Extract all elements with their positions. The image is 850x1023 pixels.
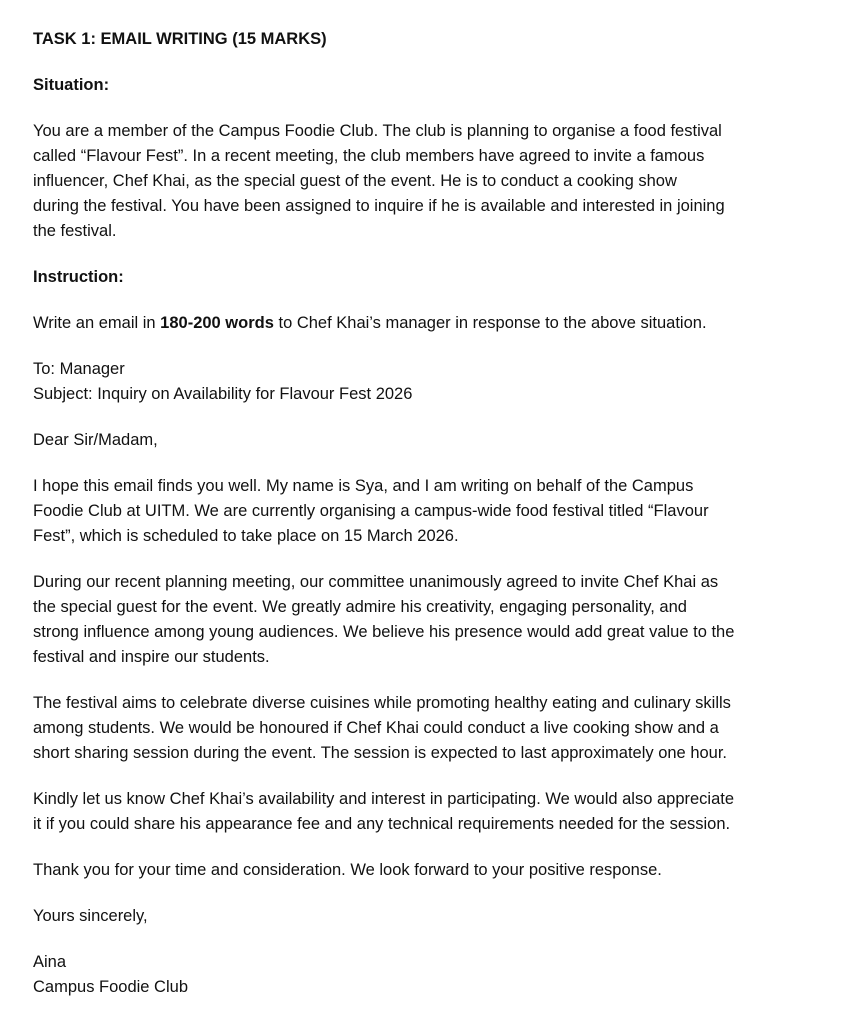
email-to: To: Manager xyxy=(33,360,125,378)
situation-paragraph xyxy=(33,119,840,244)
email-paragraph xyxy=(33,787,840,837)
text-line: During our recent planning meeting, our committee unanimously agreed to invite Chef Khai as xyxy=(33,573,719,591)
text-line: I hope this email finds you well. My name is Sya, and I am writing on behalf of the Campus xyxy=(33,477,694,495)
email-subject: Subject: Inquiry on Availability for Flavour Fest 2026 xyxy=(33,385,413,403)
signature-name: Aina xyxy=(33,953,67,971)
instruction-before: Write an email in xyxy=(33,314,161,332)
document xyxy=(33,27,840,1021)
text-line: it if you could share his appearance fee and any technical requirements needed for the session. xyxy=(33,815,731,833)
text-line: strong influence among young audiences. We believe his presence would add great value to the xyxy=(33,623,735,641)
text-line: short sharing session during the event. The session is expected to last approximately one hour. xyxy=(33,744,728,762)
instruction-heading: Instruction: xyxy=(33,268,124,286)
word-count: 180-200 words xyxy=(160,314,274,332)
text-line: among students. We would be honoured if Chef Khai could conduct a live cooking show and a xyxy=(33,719,719,737)
text-line: The festival aims to celebrate diverse cuisines while promoting healthy eating and culinary skills xyxy=(33,694,731,712)
situation-heading: Situation: xyxy=(33,76,110,94)
text-line: Foodie Club at UITM. We are currently organising a campus-wide food festival titled “Flavour xyxy=(33,502,709,520)
email-paragraph xyxy=(33,474,840,549)
email-signature xyxy=(33,950,840,1000)
text-line: Fest”, which is scheduled to take place on 15 March 2026. xyxy=(33,527,459,545)
text-line: You are a member of the Campus Foodie Club. The club is planning to organise a food festival xyxy=(33,122,722,140)
text-line: Kindly let us know Chef Khai’s availability and interest in participating. We would also appreciate xyxy=(33,790,735,808)
instruction-text xyxy=(33,311,840,336)
signature-org: Campus Foodie Club xyxy=(33,978,188,996)
text-line: Thank you for your time and consideration. We look forward to your positive response. xyxy=(33,861,662,879)
email-paragraph xyxy=(33,858,840,883)
email-closing: Yours sincerely, xyxy=(33,907,148,925)
instruction-after: to Chef Khai’s manager in response to the above situation. xyxy=(273,314,707,332)
text-line: called “Flavour Fest”. In a recent meeting, the club members have agreed to invite a famous xyxy=(33,147,705,165)
text-line: influencer, Chef Khai, as the special guest of the event. He is to conduct a cooking show xyxy=(33,172,677,190)
email-paragraph xyxy=(33,691,840,766)
text-line: festival and inspire our students. xyxy=(33,648,270,666)
text-line: the special guest for the event. We greatly admire his creativity, engaging personality, and xyxy=(33,598,687,616)
text-line: during the festival. You have been assigned to inquire if he is available and interested in joining xyxy=(33,197,725,215)
task-title: TASK 1: EMAIL WRITING (15 MARKS) xyxy=(33,30,327,48)
text-line: the festival. xyxy=(33,222,117,240)
email-greeting: Dear Sir/Madam, xyxy=(33,431,158,449)
email-paragraph xyxy=(33,570,840,670)
email-header xyxy=(33,357,840,407)
